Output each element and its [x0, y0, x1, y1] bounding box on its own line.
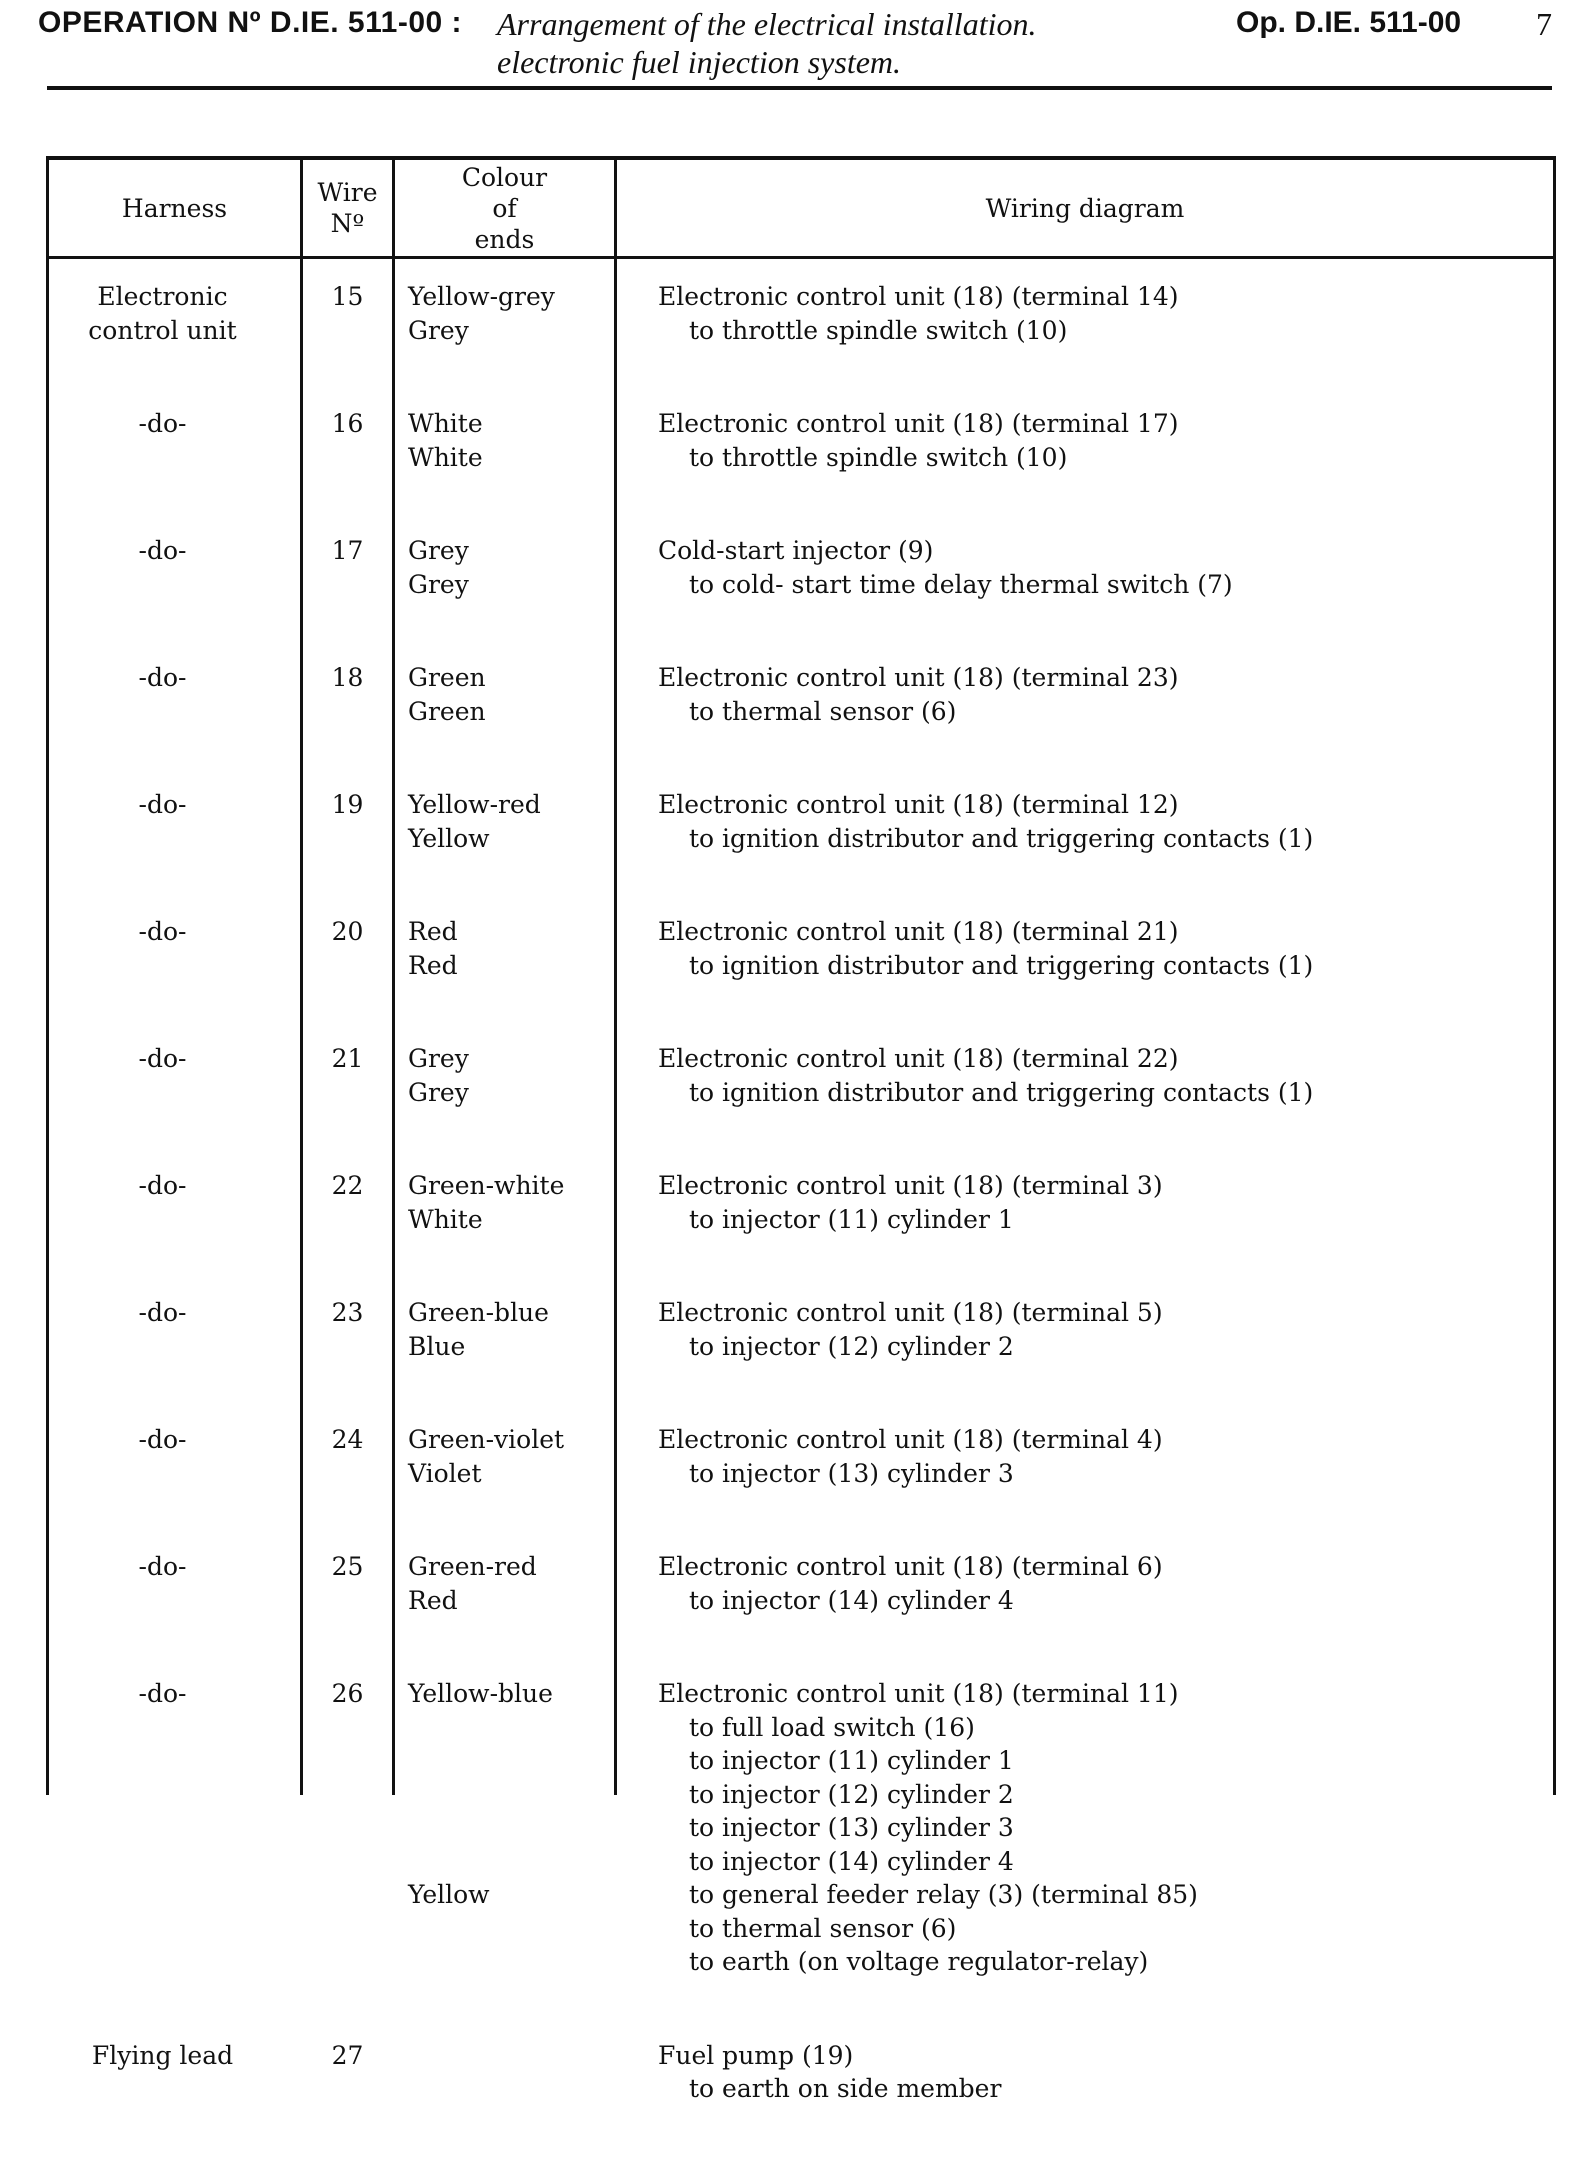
wiring-destination: to injector (14) cylinder 4 [689, 1846, 1014, 1876]
wire-number: 25 [331, 1552, 364, 1581]
table-row [46, 2039, 1556, 2106]
wiring-source: Electronic control unit (18) (terminal 23) [658, 663, 1179, 692]
harness-text: -do- [138, 1552, 187, 1581]
wiring-destination: to throttle spindle switch (10) [689, 315, 1068, 345]
wiring-destination: to cold- start time delay thermal switch (7) [689, 569, 1233, 599]
harness-cell [49, 1296, 300, 1330]
harness-cell [49, 2039, 300, 2073]
column-header-colour-label: ends [474, 224, 535, 254]
wire-number: 27 [331, 2040, 364, 2070]
table-row [46, 788, 1556, 855]
wiring-destination: to injector (11) cylinder 1 [689, 1204, 1014, 1234]
wire-number: 26 [331, 1679, 364, 1708]
wiring-destination: to injector (11) cylinder 1 [689, 1746, 1014, 1775]
colour-text: Red [408, 1585, 458, 1615]
colour-text: Yellow-red [408, 790, 541, 819]
table-row [46, 1677, 1556, 1979]
wiring-source: Electronic control unit (18) (terminal 6) [658, 1552, 1163, 1581]
wire-number: 18 [331, 663, 364, 692]
harness-cell [49, 534, 300, 568]
column-header-colour-label: of [492, 193, 517, 223]
colour-text: Grey [408, 315, 469, 345]
wiring-destination: to injector (13) cylinder 3 [689, 1813, 1014, 1842]
page-header [0, 0, 1592, 95]
wiring-diagram-cell [658, 534, 1548, 601]
wiring-destination: to general feeder relay (3) (terminal 85) [689, 1880, 1198, 1909]
operation-code: OPERATION Nº D.IE. 511-00 : [38, 6, 463, 39]
colour-of-ends-cell [408, 1423, 614, 1490]
table-row [46, 280, 1556, 347]
operation-title-line-1: Arrangement of the electrical installation. [497, 6, 1037, 42]
wire-number-cell [303, 534, 392, 568]
harness-cell [49, 1169, 300, 1203]
colour-text: Grey [408, 1044, 469, 1073]
wiring-diagram-cell [658, 1550, 1548, 1617]
column-header-harness-label: Harness [121, 193, 228, 223]
wire-number-cell [303, 915, 392, 949]
operation-title-line-2: electronic fuel injection system. [497, 44, 902, 80]
harness-text: -do- [138, 663, 187, 692]
harness-cell [49, 407, 300, 441]
wire-number: 21 [331, 1044, 364, 1073]
colour-of-ends-cell [408, 407, 614, 474]
column-header-wire-number [303, 160, 392, 256]
harness-cell [49, 1677, 300, 1711]
colour-text: Yellow-blue [408, 1679, 553, 1708]
colour-spacer [408, 1945, 614, 1979]
table-row [46, 1042, 1556, 1109]
table-header-divider [46, 256, 1556, 259]
table-body [46, 280, 1556, 2166]
colour-of-ends-cell [408, 915, 614, 982]
column-header-harness [49, 160, 300, 256]
wiring-source: Electronic control unit (18) (terminal 14) [658, 282, 1179, 311]
wiring-table [46, 156, 1556, 2103]
colour-text: Green-blue [408, 1298, 549, 1327]
colour-of-ends-cell [408, 1169, 614, 1236]
wiring-destination: to full load switch (16) [689, 1712, 975, 1742]
wiring-diagram-cell [658, 1296, 1548, 1363]
wire-number: 23 [331, 1298, 364, 1327]
wiring-destination: to injector (12) cylinder 2 [689, 1779, 1014, 1809]
colour-spacer [408, 1778, 614, 1812]
harness-cell [49, 788, 300, 822]
colour-spacer [408, 1912, 614, 1946]
wire-number: 16 [331, 409, 364, 438]
colour-spacer [408, 1845, 614, 1879]
harness-text: -do- [138, 1171, 187, 1200]
wire-number-cell [303, 1550, 392, 1584]
column-header-colour-of-ends [395, 160, 614, 256]
harness-text: Electronic [97, 282, 228, 311]
harness-text: -do- [138, 790, 187, 819]
wiring-destination: to ignition distributor and triggering contacts (1) [689, 1077, 1314, 1107]
colour-spacer [408, 1711, 614, 1745]
column-header-diagram-label: Wiring diagram [985, 193, 1185, 223]
wire-number: 19 [331, 790, 364, 819]
header-divider [47, 86, 1552, 90]
colour-text: White [408, 409, 483, 438]
table-row [46, 1296, 1556, 1363]
wire-number: 24 [331, 1425, 364, 1454]
colour-text: Red [408, 950, 458, 980]
colour-text: Grey [408, 1077, 469, 1107]
colour-text: Yellow [408, 823, 490, 853]
colour-text: Green [408, 696, 486, 726]
table-row [46, 1423, 1556, 1490]
colour-text: Green [408, 663, 486, 692]
wiring-source: Electronic control unit (18) (terminal 4) [658, 1425, 1163, 1454]
wiring-destination: to earth (on voltage regulator-relay) [689, 1947, 1149, 1976]
colour-of-ends-cell [408, 1296, 614, 1363]
colour-text: White [408, 1204, 483, 1234]
wiring-source: Electronic control unit (18) (terminal 11) [658, 1679, 1179, 1708]
wiring-destination: to ignition distributor and triggering contacts (1) [689, 950, 1314, 980]
wiring-source: Fuel pump (19) [658, 2040, 854, 2070]
harness-cell [49, 915, 300, 949]
page-number: 7 [1536, 6, 1552, 42]
wire-number-cell [303, 1296, 392, 1330]
wire-number-cell [303, 788, 392, 822]
harness-text: -do- [138, 536, 187, 565]
column-header-wire-label: Wire [317, 178, 378, 207]
wire-number: 22 [331, 1171, 364, 1200]
wiring-diagram-cell [658, 2039, 1548, 2106]
wire-number-cell [303, 1169, 392, 1203]
harness-cell [49, 661, 300, 695]
wiring-diagram-cell [658, 407, 1548, 474]
colour-of-ends-cell [408, 1677, 614, 1979]
wiring-destination: to earth on side member [689, 2074, 1002, 2103]
table-row [46, 407, 1556, 474]
wiring-diagram-cell [658, 915, 1548, 982]
colour-spacer [408, 1744, 614, 1778]
wiring-source: Electronic control unit (18) (terminal 22) [658, 1044, 1179, 1073]
wiring-destination: to ignition distributor and triggering contacts (1) [689, 823, 1314, 853]
wiring-source: Electronic control unit (18) (terminal 5) [658, 1298, 1163, 1327]
wire-number-cell [303, 2039, 392, 2073]
colour-of-ends-cell [408, 280, 614, 347]
wire-number: 17 [331, 536, 364, 565]
wire-number-cell [303, 280, 392, 314]
wiring-source: Electronic control unit (18) (terminal 21) [658, 917, 1179, 946]
wire-number-cell [303, 661, 392, 695]
colour-text: Yellow-grey [408, 282, 555, 311]
colour-text: Grey [408, 536, 469, 565]
wiring-source: Electronic control unit (18) (terminal 12) [658, 790, 1179, 819]
wiring-diagram-cell [658, 1042, 1548, 1109]
colour-text: Green-violet [408, 1425, 565, 1454]
wire-number-cell [303, 1423, 392, 1457]
wiring-source: Cold-start injector (9) [658, 536, 934, 565]
colour-text: Violet [408, 1458, 482, 1488]
colour-text: Green-red [408, 1552, 537, 1581]
colour-of-ends-cell [408, 534, 614, 601]
harness-cell [49, 1042, 300, 1076]
harness-text: -do- [138, 409, 187, 438]
wiring-destination: to thermal sensor (6) [689, 696, 957, 726]
harness-text: -do- [138, 917, 187, 946]
table-row [46, 534, 1556, 601]
colour-spacer [408, 1811, 614, 1845]
wiring-destination: to throttle spindle switch (10) [689, 442, 1068, 472]
harness-text: Flying lead [91, 2040, 234, 2070]
colour-text: Grey [408, 569, 469, 599]
colour-text: Red [408, 917, 458, 946]
wiring-destination: to injector (14) cylinder 4 [689, 1585, 1014, 1615]
colour-of-ends-cell [408, 661, 614, 728]
table-row [46, 661, 1556, 728]
wiring-diagram-cell [658, 1169, 1548, 1236]
harness-cell [49, 1550, 300, 1584]
column-header-colour-label: Colour [461, 162, 548, 192]
wiring-diagram-cell [658, 1423, 1548, 1490]
table-row [46, 1550, 1556, 1617]
colour-text: Yellow [408, 1880, 490, 1909]
colour-text: Green-white [408, 1171, 565, 1200]
harness-text: -do- [138, 1044, 187, 1073]
colour-text: White [408, 442, 483, 472]
column-header-wire-label: Nº [330, 209, 365, 238]
wire-number-cell [303, 1677, 392, 1711]
wiring-destination: to thermal sensor (6) [689, 1913, 957, 1943]
wiring-source: Electronic control unit (18) (terminal 3) [658, 1171, 1163, 1200]
harness-cell [49, 1423, 300, 1457]
harness-text: control unit [88, 315, 237, 345]
harness-text: -do- [138, 1425, 187, 1454]
wiring-diagram-cell [658, 788, 1548, 855]
colour-text: Blue [408, 1331, 466, 1361]
operation-reference: Op. D.IE. 511-00 [1236, 6, 1462, 39]
wire-number: 20 [331, 917, 364, 946]
wire-number-cell [303, 1042, 392, 1076]
colour-of-ends-cell [408, 1042, 614, 1109]
harness-text: -do- [138, 1679, 187, 1708]
wire-number: 15 [331, 282, 364, 311]
wiring-diagram-cell [658, 1677, 1548, 1979]
column-header-wiring-diagram [617, 160, 1553, 256]
table-row [46, 915, 1556, 982]
wiring-destination: to injector (12) cylinder 2 [689, 1331, 1014, 1361]
wiring-destination: to injector (13) cylinder 3 [689, 1458, 1014, 1488]
wiring-diagram-cell [658, 280, 1548, 347]
colour-of-ends-cell [408, 1550, 614, 1617]
harness-text: -do- [138, 1298, 187, 1327]
harness-cell [49, 280, 300, 347]
table-row [46, 1169, 1556, 1236]
wiring-diagram-cell [658, 661, 1548, 728]
wire-number-cell [303, 407, 392, 441]
colour-of-ends-cell [408, 788, 614, 855]
wiring-source: Electronic control unit (18) (terminal 17) [658, 409, 1179, 438]
